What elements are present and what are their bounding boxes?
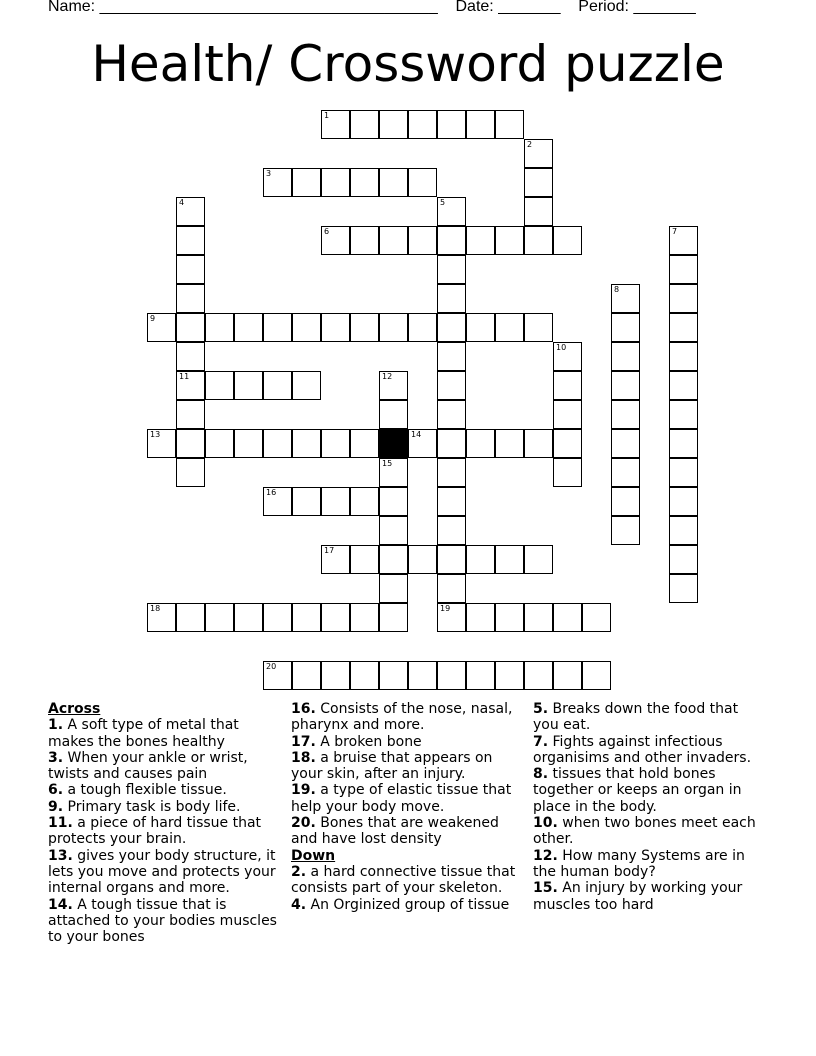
period-blank[interactable]: _______	[633, 0, 696, 15]
crossword-cell[interactable]	[437, 371, 466, 400]
crossword-cell[interactable]	[350, 487, 379, 516]
clue-number: 6	[324, 227, 330, 236]
clue-text: when two bones meet each other.	[533, 815, 756, 848]
clue-item	[48, 897, 280, 946]
crossword-cell[interactable]	[350, 429, 379, 458]
crossword-cell[interactable]	[263, 429, 292, 458]
crossword-cell[interactable]	[437, 487, 466, 516]
crossword-cell[interactable]	[379, 400, 408, 429]
crossword-cell[interactable]	[495, 313, 524, 342]
crossword-cell[interactable]	[495, 661, 524, 690]
crossword-cell[interactable]	[379, 371, 408, 400]
crossword-cell[interactable]	[437, 342, 466, 371]
clue-number-label: 12.	[533, 847, 558, 864]
clue-number-label: 2.	[291, 863, 307, 880]
crossword-cell[interactable]	[408, 168, 437, 197]
crossword-cell[interactable]	[466, 545, 495, 574]
clue-number-label: 20.	[291, 815, 316, 832]
clue-item	[291, 782, 523, 815]
crossword-cell[interactable]	[669, 429, 698, 458]
crossword-cell[interactable]	[350, 110, 379, 139]
crossword-cell[interactable]	[379, 603, 408, 632]
crossword-cell[interactable]	[524, 603, 553, 632]
crossword-cell[interactable]	[669, 516, 698, 545]
crossword-cell[interactable]	[611, 400, 640, 429]
crossword-cell[interactable]	[321, 661, 350, 690]
clue-number: 13	[150, 430, 161, 439]
crossword-cell[interactable]	[176, 226, 205, 255]
clue-item	[291, 864, 523, 897]
crossword-cell[interactable]	[524, 545, 553, 574]
clue-text: tissues that hold bones together or keeps an organ in place in the body.	[533, 766, 742, 815]
crossword-cell[interactable]	[379, 110, 408, 139]
crossword-cell[interactable]	[205, 429, 234, 458]
clue-text: An injury by working your muscles too hard	[533, 880, 743, 913]
clue-number-label: 8.	[533, 766, 549, 783]
crossword-cell[interactable]	[176, 458, 205, 487]
crossword-cell[interactable]	[524, 313, 553, 342]
clue-text: A broken bone	[315, 733, 422, 750]
crossword-cell[interactable]	[176, 371, 205, 400]
clue-item	[48, 750, 280, 783]
crossword-cell[interactable]	[437, 400, 466, 429]
crossword-cell[interactable]	[611, 342, 640, 371]
period-label: Period:	[578, 0, 629, 15]
clue-number-label: 7.	[533, 733, 549, 750]
clue-item	[533, 880, 765, 913]
crossword-cell[interactable]	[524, 197, 553, 226]
crossword-cell[interactable]	[176, 342, 205, 371]
crossword-cell[interactable]	[437, 545, 466, 574]
crossword-cell[interactable]	[495, 603, 524, 632]
crossword-cell[interactable]	[669, 342, 698, 371]
clue-section-heading: Across	[48, 701, 101, 717]
crossword-cell[interactable]	[263, 313, 292, 342]
crossword-cell[interactable]	[437, 574, 466, 603]
clue-item	[291, 701, 523, 734]
clue-number: 20	[266, 662, 277, 671]
clue-number: 15	[382, 459, 393, 468]
clue-number-label: 3.	[48, 749, 64, 766]
clue-item	[533, 815, 765, 848]
crossword-cell[interactable]	[176, 313, 205, 342]
crossword-cell[interactable]	[437, 458, 466, 487]
crossword-cell[interactable]	[669, 255, 698, 284]
crossword-cell[interactable]	[611, 371, 640, 400]
clue-number: 18	[150, 604, 161, 613]
crossword-cell[interactable]	[582, 661, 611, 690]
crossword-cell[interactable]	[466, 226, 495, 255]
clue-text: a type of elastic tissue that help your body move.	[291, 782, 512, 815]
clue-item	[533, 701, 765, 734]
crossword-cell[interactable]	[350, 603, 379, 632]
clue-number-label: 10.	[533, 815, 558, 832]
clue-text: a piece of hard tissue that protects your brain.	[48, 815, 262, 848]
crossword-cell[interactable]	[437, 110, 466, 139]
crossword-cell[interactable]	[321, 545, 350, 574]
clue-item	[291, 750, 523, 783]
crossword-cell[interactable]	[669, 313, 698, 342]
crossword-cell[interactable]	[379, 574, 408, 603]
crossword-cell[interactable]	[466, 110, 495, 139]
name-blank[interactable]: ______________________________________	[99, 0, 438, 15]
clue-text: An Orginized group of tissue	[306, 896, 510, 913]
crossword-cell[interactable]	[234, 313, 263, 342]
crossword-cell[interactable]	[437, 255, 466, 284]
crossword-cell[interactable]	[234, 603, 263, 632]
crossword-cell[interactable]	[350, 168, 379, 197]
clue-item	[533, 848, 765, 881]
crossword-cell[interactable]	[553, 429, 582, 458]
clue-number-label: 6.	[48, 782, 64, 799]
crossword-cell[interactable]	[292, 168, 321, 197]
crossword-cell[interactable]	[408, 313, 437, 342]
crossword-cell[interactable]	[495, 110, 524, 139]
clue-text: Primary task is body life.	[63, 798, 241, 815]
crossword-cell[interactable]	[524, 168, 553, 197]
clue-text: a tough flexible tissue.	[63, 782, 227, 799]
crossword-cell[interactable]	[292, 487, 321, 516]
crossword-cell[interactable]	[466, 313, 495, 342]
crossword-cell[interactable]	[408, 110, 437, 139]
crossword-cell[interactable]	[669, 284, 698, 313]
crossword-cell[interactable]	[669, 400, 698, 429]
crossword-cell[interactable]	[437, 197, 466, 226]
crossword-cell[interactable]	[147, 603, 176, 632]
crossword-cell[interactable]	[321, 110, 350, 139]
clue-text: Bones that are weakened and have lost density	[291, 815, 499, 848]
crossword-cell[interactable]	[234, 371, 263, 400]
crossword-cell[interactable]	[553, 661, 582, 690]
crossword-cell[interactable]	[611, 516, 640, 545]
crossword-cell[interactable]	[553, 603, 582, 632]
crossword-cell[interactable]	[495, 429, 524, 458]
crossword-cell[interactable]	[553, 400, 582, 429]
clue-item	[48, 848, 280, 897]
clue-number: 9	[150, 314, 156, 323]
clue-text: Consists of the nose, nasal, pharynx and more.	[291, 701, 513, 734]
clue-number-label: 9.	[48, 798, 64, 815]
crossword-cell[interactable]	[292, 603, 321, 632]
clues-column-2	[291, 701, 523, 913]
crossword-cell[interactable]	[611, 429, 640, 458]
crossword-cell[interactable]	[669, 545, 698, 574]
crossword-cell[interactable]	[176, 197, 205, 226]
clues-column-3	[533, 701, 765, 913]
crossword-cell[interactable]	[147, 429, 176, 458]
crossword-cell[interactable]	[611, 284, 640, 313]
crossword-cell[interactable]	[379, 545, 408, 574]
clue-number: 12	[382, 372, 393, 381]
crossword-cell[interactable]	[495, 226, 524, 255]
clues-column-1	[48, 701, 280, 945]
crossword-cell[interactable]	[205, 603, 234, 632]
crossword-cell[interactable]	[321, 168, 350, 197]
clue-number-label: 1.	[48, 717, 64, 734]
clue-number-label: 4.	[291, 896, 307, 913]
clue-item	[533, 734, 765, 767]
clue-number: 4	[179, 198, 185, 207]
clue-number-label: 19.	[291, 782, 316, 799]
crossword-cell[interactable]	[669, 487, 698, 516]
crossword-cell[interactable]	[176, 429, 205, 458]
crossword-cell[interactable]	[466, 429, 495, 458]
crossword-cell[interactable]	[176, 255, 205, 284]
clue-number: 17	[324, 546, 335, 555]
crossword-cell[interactable]	[437, 516, 466, 545]
crossword-cell[interactable]	[263, 603, 292, 632]
clue-number-label: 11.	[48, 815, 73, 832]
crossword-cell[interactable]	[321, 487, 350, 516]
clue-item	[291, 734, 523, 750]
crossword-cell[interactable]	[669, 226, 698, 255]
clue-text: How many Systems are in the human body?	[533, 847, 745, 880]
crossword-cell[interactable]	[408, 661, 437, 690]
crossword-cell[interactable]	[263, 661, 292, 690]
crossword-cell[interactable]	[437, 429, 466, 458]
crossword-cell[interactable]	[379, 168, 408, 197]
crossword-cell[interactable]	[408, 226, 437, 255]
name-label: Name:	[48, 0, 96, 15]
crossword-cell[interactable]	[205, 313, 234, 342]
crossword-cell[interactable]	[321, 313, 350, 342]
crossword-cell[interactable]	[379, 313, 408, 342]
crossword-cell[interactable]	[611, 313, 640, 342]
clue-number: 11	[179, 372, 190, 381]
crossword-cell[interactable]	[350, 661, 379, 690]
clue-number-label: 14.	[48, 896, 73, 913]
clue-text: gives your body structure, it lets you move and protects your internal organs and more.	[48, 847, 276, 897]
clue-text: a bruise that appears on your skin, after an injury.	[291, 749, 493, 783]
crossword-cell[interactable]	[350, 313, 379, 342]
crossword-cell[interactable]	[321, 226, 350, 255]
clue-text: A tough tissue that is attached to your bodies muscles to your bones	[48, 896, 277, 946]
crossword-cell[interactable]	[176, 603, 205, 632]
crossword-cell[interactable]	[263, 371, 292, 400]
crossword-cell[interactable]	[350, 545, 379, 574]
crossword-cell[interactable]	[437, 284, 466, 313]
crossword-cell[interactable]	[379, 661, 408, 690]
crossword-cell[interactable]	[466, 603, 495, 632]
clue-number: 10	[556, 343, 567, 352]
clue-text: When your ankle or wrist, twists and causes pain	[48, 749, 248, 783]
crossword-cell[interactable]	[495, 545, 524, 574]
clue-text: Breaks down the food that you eat.	[533, 701, 739, 734]
page-title: Health/ Crossword puzzle	[91, 35, 725, 93]
clue-number: 16	[266, 488, 277, 497]
clue-number: 19	[440, 604, 451, 613]
clue-text: a hard connective tissue that consists part of your skeleton.	[291, 863, 516, 897]
clue-item	[48, 799, 280, 815]
crossword-cell[interactable]	[205, 371, 234, 400]
crossword-cell[interactable]	[292, 661, 321, 690]
crossword-cell[interactable]	[292, 429, 321, 458]
crossword-cell[interactable]	[553, 371, 582, 400]
clue-text: Fights against infectious organisims and other invaders.	[533, 733, 752, 766]
crossword-cell[interactable]	[553, 458, 582, 487]
clue-number-label: 13.	[48, 847, 73, 864]
clue-item	[291, 897, 523, 913]
crossword-cell[interactable]	[669, 371, 698, 400]
date-blank[interactable]: _______	[498, 0, 561, 15]
crossword-cell[interactable]	[379, 458, 408, 487]
crossword-black-cell	[379, 429, 408, 458]
clue-text: A soft type of metal that makes the bones healthy	[48, 717, 239, 750]
clue-item	[48, 782, 280, 798]
clue-number-label: 16.	[291, 701, 316, 717]
crossword-cell[interactable]	[176, 284, 205, 313]
crossword-cell[interactable]	[263, 487, 292, 516]
crossword-cell[interactable]	[669, 458, 698, 487]
clue-number: 1	[324, 111, 330, 120]
crossword-cell[interactable]	[176, 400, 205, 429]
crossword-cell[interactable]	[292, 371, 321, 400]
clue-number-label: 15.	[533, 880, 558, 897]
clue-number: 5	[440, 198, 446, 207]
clue-number: 2	[527, 140, 533, 149]
crossword-cell[interactable]	[611, 458, 640, 487]
crossword-cell[interactable]	[466, 661, 495, 690]
clue-item	[291, 815, 523, 848]
crossword-cell[interactable]	[611, 487, 640, 516]
clue-item	[533, 766, 765, 815]
date-label: Date:	[455, 0, 494, 15]
clue-number-label: 5.	[533, 701, 549, 717]
crossword-cell[interactable]	[524, 661, 553, 690]
crossword-cell[interactable]	[582, 603, 611, 632]
crossword-cell[interactable]	[234, 429, 263, 458]
clue-item	[48, 815, 280, 848]
crossword-cell[interactable]	[437, 661, 466, 690]
crossword-cell[interactable]	[408, 545, 437, 574]
crossword-cell[interactable]	[669, 574, 698, 603]
crossword-cell[interactable]	[437, 313, 466, 342]
clue-number-label: 18.	[291, 749, 316, 766]
clue-number: 8	[614, 285, 620, 294]
crossword-cell[interactable]	[524, 226, 553, 255]
crossword-cell[interactable]	[437, 226, 466, 255]
clue-number-label: 17.	[291, 733, 316, 750]
crossword-cell[interactable]	[437, 603, 466, 632]
crossword-cell[interactable]	[408, 429, 437, 458]
clue-number: 14	[411, 430, 422, 439]
crossword-cell[interactable]	[350, 226, 379, 255]
crossword-cell[interactable]	[379, 516, 408, 545]
crossword-cell[interactable]	[379, 226, 408, 255]
crossword-cell[interactable]	[553, 342, 582, 371]
crossword-cell[interactable]	[379, 487, 408, 516]
clue-number: 3	[266, 169, 272, 178]
crossword-cell[interactable]	[263, 168, 292, 197]
crossword-cell[interactable]	[321, 429, 350, 458]
clue-item	[48, 717, 280, 750]
crossword-cell[interactable]	[553, 226, 582, 255]
clue-number: 7	[672, 227, 678, 236]
crossword-cell[interactable]	[321, 603, 350, 632]
clue-section-heading: Down	[291, 847, 336, 864]
crossword-cell[interactable]	[292, 313, 321, 342]
crossword-cell[interactable]	[524, 139, 553, 168]
crossword-cell[interactable]	[147, 313, 176, 342]
crossword-cell[interactable]	[524, 429, 553, 458]
